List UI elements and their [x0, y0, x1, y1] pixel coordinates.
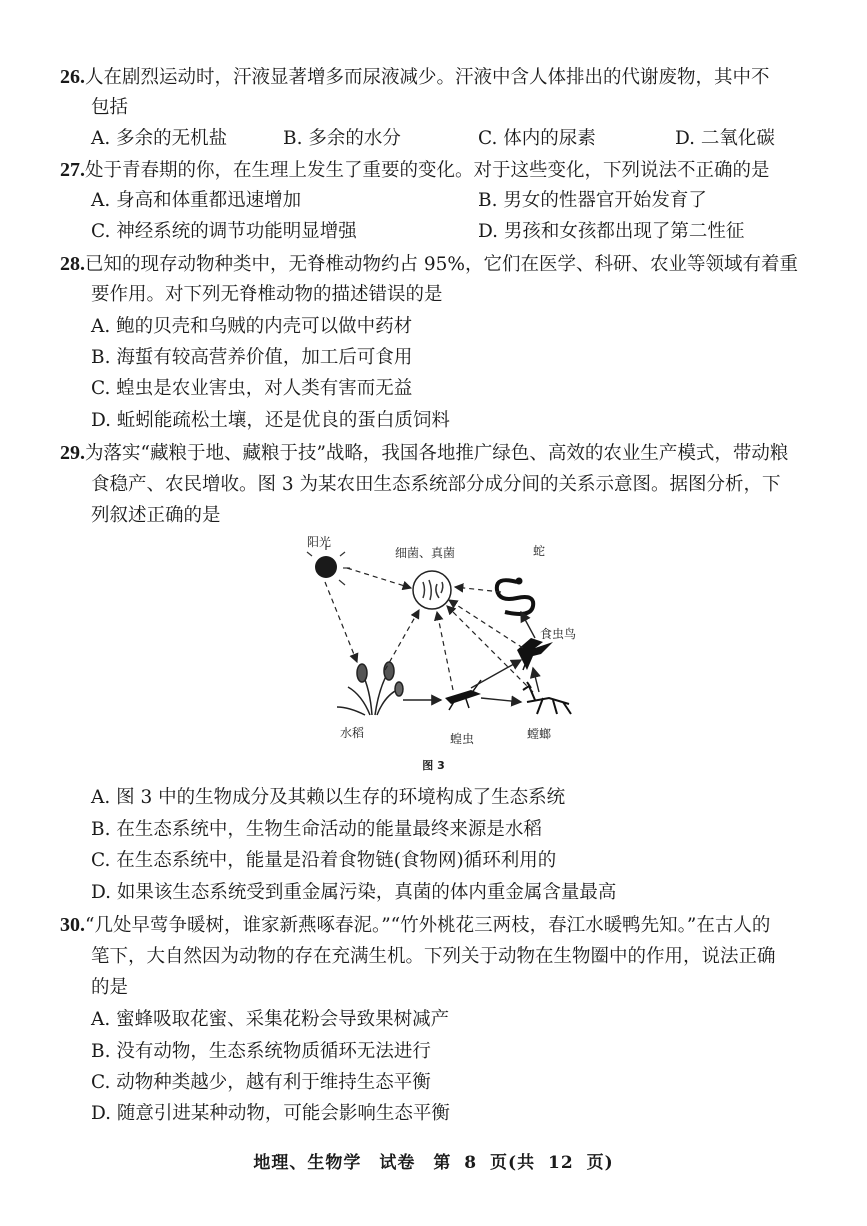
ecosystem-diagram: [295, 530, 615, 780]
q26-option-d: D. 二氧化碳: [675, 128, 775, 149]
q28-stem-line1: [60, 249, 820, 280]
locust-label: 蝗虫: [450, 732, 475, 746]
q27-option-a: A. 身高和体重都迅速增加: [91, 190, 302, 211]
q29-stem-line2: 食稳产、农民增收。图 3 为某农田生态系统部分成分间的关系示意图。据图分析，下: [91, 474, 781, 495]
q28-stem-text1: 已知的现存动物种类中，无脊椎动物约占 95%，它们在医学、科研、农业等领域有着重: [85, 254, 799, 275]
q26-number: 26.: [60, 66, 85, 88]
arrow-snake-to-decomposers: [455, 587, 501, 592]
arrow-bird-to-snake: [521, 612, 535, 638]
q27-option-c: C. 神经系统的调节功能明显增强: [91, 221, 357, 242]
figure-caption: 图 3: [422, 759, 445, 772]
q28-option-a: A. 鲍的贝壳和乌贼的内壳可以做中药材: [91, 316, 413, 337]
q29-number: 29.: [60, 442, 85, 464]
q27-option-b: B. 男女的性器官开始发育了: [478, 190, 707, 211]
q28-stem-line2: 要作用。对下列无脊椎动物的描述错误的是: [91, 284, 443, 305]
mantis-label: 螳螂: [527, 727, 552, 741]
snake-label: 蛇: [533, 544, 546, 558]
q27-number: 27.: [60, 159, 85, 181]
q30-stem-line3: 的是: [91, 977, 129, 998]
rice-icon: [337, 662, 403, 715]
q30-option-c: C. 动物种类越少，越有利于维持生态平衡: [91, 1072, 431, 1093]
dashed-arrows: [325, 568, 533, 692]
arrow-locust-to-bird: [471, 660, 521, 688]
page-footer: 地理、生物学 试卷 第 8 页(共 12 页): [253, 1153, 614, 1173]
snake-icon: [497, 578, 533, 615]
food-chain-arrows: [403, 612, 539, 702]
q29-option-b: B. 在生态系统中，生物生命活动的能量最终来源是水稻: [91, 819, 542, 840]
q30-option-d: D. 随意引进某种动物，可能会影响生态平衡: [91, 1103, 450, 1124]
bird-icon: [517, 638, 553, 670]
rice-label: 水稻: [340, 726, 365, 740]
arrow-locust-to-mantis: [481, 698, 521, 702]
q26-option-a: A. 多余的无机盐: [91, 128, 228, 149]
q28-option-b: B. 海蜇有较高营养价值，加工后可食用: [91, 347, 413, 368]
q28-option-c: C. 蝗虫是农业害虫，对人类有害而无益: [91, 378, 413, 399]
q29-option-d: D. 如果该生态系统受到重金属污染，真菌的体内重金属含量最高: [91, 882, 617, 903]
sun-label: 阳光: [307, 535, 332, 549]
sun-icon: [307, 544, 350, 585]
arrow-locust-to-decomposers: [437, 612, 453, 690]
q30-stem-line2: 笔下，大自然因为动物的存在充满生机。下列关于动物在生物圈中的作用，说法正确: [91, 946, 776, 967]
q29-stem-line1: [60, 438, 820, 469]
arrow-bird-to-decomposers: [449, 600, 523, 648]
mantis-icon: [523, 682, 571, 714]
q26-stem-line1: [60, 62, 820, 93]
arrow-sun-to-decomposers: [347, 568, 411, 588]
q30-stem-line1: [60, 910, 820, 941]
q27-stem-line1: [60, 155, 820, 186]
q29-stem-line3: 列叙述正确的是: [91, 505, 221, 526]
q26-option-c: C. 体内的尿素: [478, 128, 596, 149]
q30-stem-text1: “几处早莺争暖树，谁家新燕啄春泥。”“竹外桃花三两枝，春江水暖鸭先知。”在古人的: [85, 915, 771, 936]
locust-icon: [445, 680, 481, 710]
q30-option-a: A. 蜜蜂吸取花蜜、采集花粉会导致果树减产: [91, 1009, 450, 1030]
q29-stem-text1: 为落实“藏粮于地、藏粮于技”战略，我国各地推广绿色、高效的农业生产模式，带动粮: [85, 443, 789, 464]
q28-number: 28.: [60, 253, 85, 275]
q29-option-c: C. 在生态系统中，能量是沿着食物链(食物网)循环利用的: [91, 850, 557, 871]
q30-number: 30.: [60, 914, 85, 936]
arrow-mantis-to-bird: [533, 668, 539, 692]
q30-option-b: B. 没有动物，生态系统物质循环无法进行: [91, 1041, 431, 1062]
q26-stem-line2: 包括: [91, 97, 129, 118]
q29-option-a: A. 图 3 中的生物成分及其赖以生存的环境构成了生态系统: [91, 787, 566, 808]
q27-option-d: D. 男孩和女孩都出现了第二性征: [478, 221, 745, 242]
arrow-rice-to-decomposers: [385, 610, 419, 670]
bird-label: 食虫鸟: [540, 627, 577, 641]
bacteria-fungi-icon: [413, 571, 451, 609]
q26-option-b: B. 多余的水分: [283, 128, 401, 149]
arrow-sun-to-rice: [325, 582, 357, 662]
q27-stem-text1: 处于青春期的你，在生理上发生了重要的变化。对于这些变化，下列说法不正确的是: [85, 160, 770, 181]
q26-stem-text1: 人在剧烈运动时，汗液显著增多而尿液减少。汗液中含人体排出的代谢废物，其中不: [85, 67, 770, 88]
bacteria-fungi-label: 细菌、真菌: [395, 546, 456, 560]
q28-option-d: D. 蚯蚓能疏松土壤，还是优良的蛋白质饲料: [91, 410, 450, 431]
